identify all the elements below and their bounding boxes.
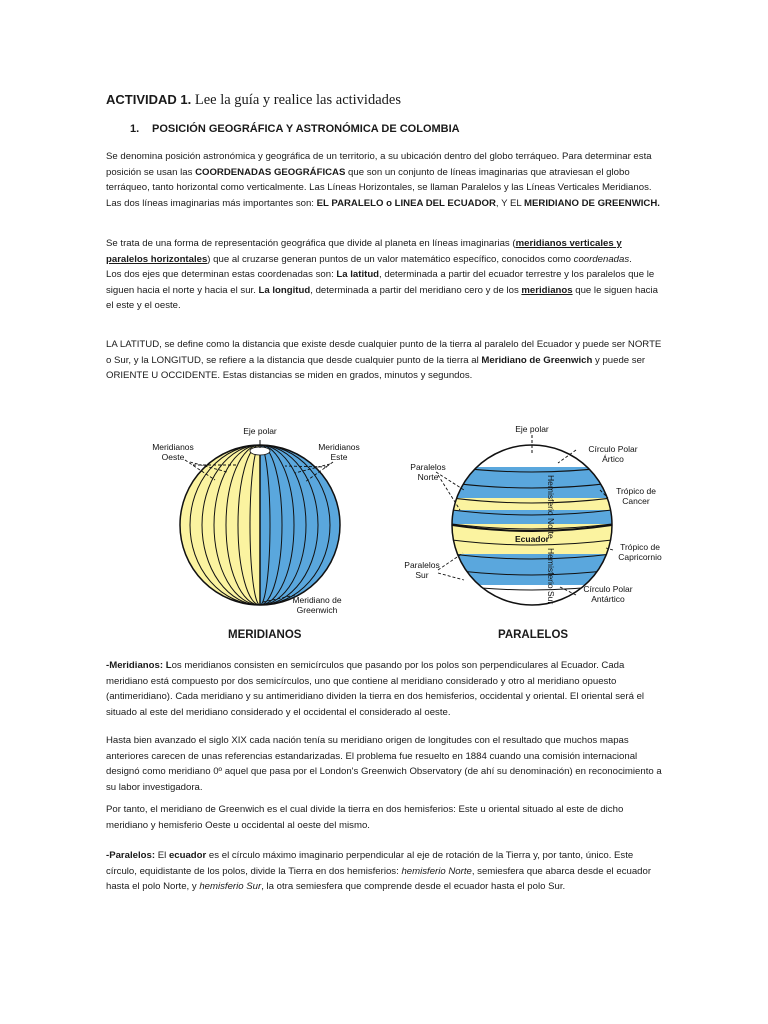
activity-title: ACTIVIDAD 1. Lee la guía y realice las actividades (106, 92, 401, 108)
hemisferio-norte-label: Hemisferio Norte (546, 475, 556, 539)
greenwich-label-1: Meridiano de (292, 595, 342, 605)
paragraph-greenwich: Por tanto, el meridiano de Greenwich es el cual divide la tierra en dos hemisferios: Este u oriental situado al este de dicho meridiano y hemisferio Oeste u occidental al oeste del mismo. (106, 804, 624, 831)
ecuador-label: Ecuador (514, 534, 550, 544)
circulo-polar-artico-label-1: Círculo Polar (588, 444, 638, 454)
paralelos-sur-label-2: Sur (415, 570, 429, 580)
paragraph-intro: Se denomina posición astronómica y geográfica de un territorio, a su ubicación dentro del globo terráqueo. Para determinar esta posición se usan las COORDENADAS GEOGRÁFICAS que son un conjunto de líneas imaginarias que atraviesan el globo terráqueo, tanto horizontal como verticalmente. Las Líneas Horizontales, se llaman Paralelos y las Líneas Verticales Meridianos. Las dos líneas imaginarias más importantes son: EL PARALELO o LINEA DEL ECUADOR, Y EL MERIDIANO DE GREENWICH. (106, 151, 660, 209)
eje-polar-label: Eje polar (243, 426, 277, 436)
paragraph-coordinates: Se trata de una forma de representación geográfica que divide al planeta en líneas imaginarias (meridianos verticales y paralelos horizontales) que al cruzarse generan puntos de un valor matemático específico, conocidos como coordenadas. Los dos ejes que determinan estas coordenadas son: La latitud, determinada a partir del ecuador terrestre y los paralelos que le siguen hacia el norte y hacia el sur. La longitud, determinada a partir del meridiano cero y de los meridianos que le siguen hacia el este y el oeste. (106, 238, 658, 312)
circulo-polar-artico-label-2: Ártico (602, 454, 624, 464)
hemisferio-sur-label: Hemisferio Sur (546, 548, 556, 605)
circulo-polar-antartico-label-2: Antártico (591, 594, 625, 604)
tropico-capricornio-label-2: Capricornio (618, 552, 662, 562)
paragraph-latitude: LA LATITUD, se define como la distancia que existe desde cualquier punto de la tierra al paralelo del Ecuador y puede ser NORTE o Sur, y la LONGITUD, se refiere a la distancia que desde cualquier punto de la tierra al Meridiano de Greenwich y puede ser ORIENTE U OCCIDENTE. Estas distancias se miden en grados, minutos y segundos. (106, 339, 662, 382)
paragraph-history: Hasta bien avanzado el siglo XIX cada nación tenía su meridiano origen de longitudes con el resultado que muchos mapas anteriores carecen de unas referencias estandarizadas. El problema fue resuelto en 1884 cuando una comisión internacional designó como meridiano 0º aquel que pasa por el London's Greenwich Observatory (de ahí su denominación) en reconocimiento a su labor investigadora. (106, 735, 662, 793)
caption-paralelos: PARALELOS (498, 629, 569, 641)
tropico-cancer-label-1: Trópico de (616, 486, 656, 496)
paragraph-meridianos: -Meridianos: Los meridianos consisten en semicírculos que pasando por los polos son perpendiculares al Ecuador. Cada meridiano está compuesto por dos semicírculos, uno que contiene al meridiano considerado y otro al meridiano opuesto (antimeridiano). Cada meridiano y su antimeridiano dividen la tierra en dos hemisferios, occidental y oriental. El oriental será el situado al este del meridiano considerado y el occidental el considerado al oeste. (106, 660, 645, 718)
eje-polar-label-2: Eje polar (515, 424, 549, 434)
meridianos-este-label-2: Este (330, 452, 348, 462)
caption-meridianos: MERIDIANOS (228, 629, 302, 641)
tropico-cancer-label-2: Cancer (622, 496, 650, 506)
circulo-polar-antartico-label-1: Círculo Polar (583, 584, 633, 594)
meridianos-este-label-1: Meridianos (318, 442, 360, 452)
meridianos-oeste-label-1: Meridianos (152, 442, 194, 452)
paragraph-paralelos: -Paralelos: El ecuador es el círculo máximo imaginario perpendicular al eje de rotación de la Tierra y, por tanto, único. Este círculo, equidistante de los polos, divide la Tierra en dos hemisferios: hemisferio Norte, semiesfera que abarca desde el ecuador hasta el polo Norte, y hemisferio Sur, la otra semiesfera que comprende desde el ecuador hasta el polo Sur. (106, 850, 652, 893)
section-title: 1. POSICIÓN GEOGRÁFICA Y ASTRONÓMICA DE COLOMBIA (130, 123, 460, 135)
meridianos-oeste-label-2: Oeste (161, 452, 185, 462)
paralelos-norte-label-1: Paralelos (410, 462, 446, 472)
parallels-diagram (398, 420, 668, 620)
paralelos-norte-label-2: Norte (417, 472, 439, 482)
paralelos-sur-label-1: Paralelos (404, 560, 440, 570)
meridians-diagram (145, 420, 375, 620)
greenwich-label-2: Greenwich (296, 605, 338, 615)
tropico-capricornio-label-1: Trópico de (620, 542, 660, 552)
